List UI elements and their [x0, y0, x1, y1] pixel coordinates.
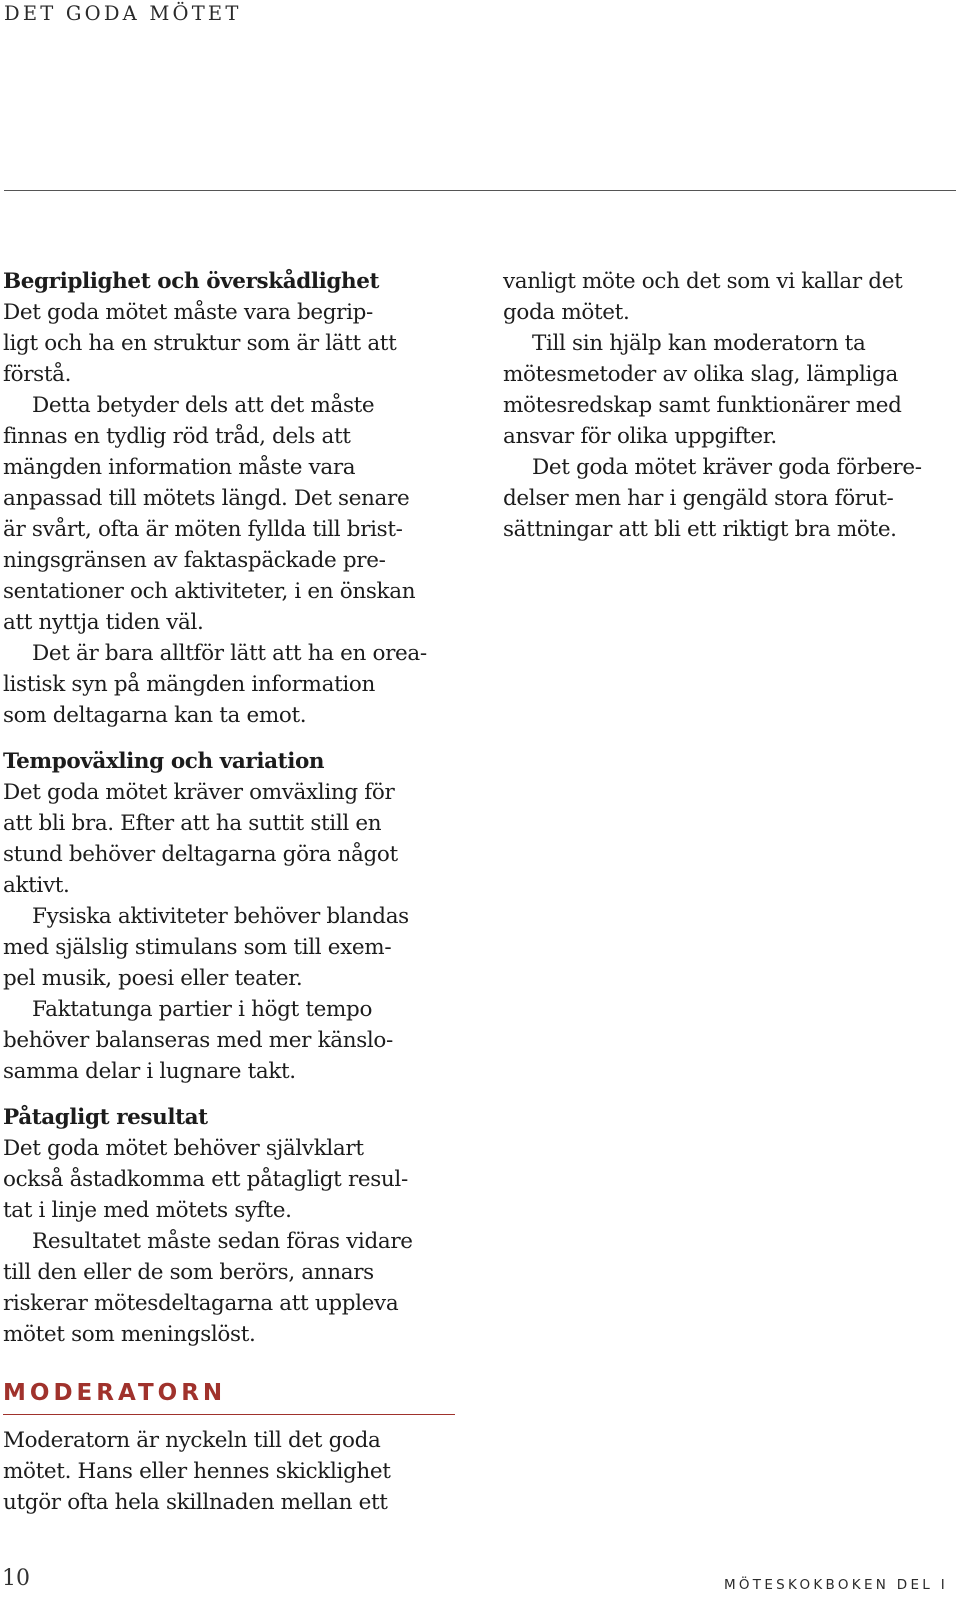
moderator-title: MODERATORN: [3, 1380, 227, 1406]
body-line: sättningar att bli ett riktigt bra möte.: [503, 517, 897, 542]
body-line: finnas en tydlig röd tråd, dels att: [3, 424, 351, 449]
body-line: anpassad till mötets längd. Det senare: [3, 486, 410, 511]
body-line: utgör ofta hela skillnaden mellan ett: [3, 1490, 388, 1515]
body-line: att bli bra. Efter att ha suttit still en: [3, 811, 382, 836]
body-line: Till sin hjälp kan moderatorn ta: [532, 331, 866, 356]
body-line: tat i linje med mötets syfte.: [3, 1198, 292, 1223]
body-line: Resultatet måste sedan föras vidare: [32, 1229, 413, 1254]
left-column: [3, 266, 453, 1518]
body-line: goda mötet.: [503, 300, 630, 325]
body-line: samma delar i lugnare takt.: [3, 1059, 296, 1084]
body-line: Faktatunga partier i högt tempo: [32, 997, 373, 1022]
body-line: Det goda mötet behöver självklart: [3, 1136, 364, 1161]
body-line: riskerar mötesdeltagarna att uppleva: [3, 1291, 399, 1316]
body-line: pel musik, poesi eller teater.: [3, 966, 303, 991]
body-line: ligt och ha en struktur som är lätt att: [3, 331, 397, 356]
body-line: Detta betyder dels att det måste: [32, 393, 375, 418]
body-line: listisk syn på mängden information: [3, 672, 375, 697]
body-line: Det är bara alltför lätt att ha en orea-: [32, 641, 427, 666]
body-line: mötesredskap samt funktionärer med: [503, 393, 902, 418]
body-line: aktivt.: [3, 873, 70, 898]
body-line: ningsgränsen av faktaspäckade pre-: [3, 548, 386, 573]
body-line: som deltagarna kan ta emot.: [3, 703, 307, 728]
body-line: mötet som meningslöst.: [3, 1322, 256, 1347]
header-rule: [4, 190, 956, 191]
body-line: Det goda mötet måste vara begrip-: [3, 300, 373, 325]
body-line: att nyttja tiden väl.: [3, 610, 204, 635]
running-footer: MÖTESKOKBOKEN DEL I: [723, 1577, 948, 1593]
body-line: förstå.: [3, 362, 72, 387]
page-number: 10: [2, 1566, 30, 1591]
body-line: delser men har i gengäld stora förut-: [503, 486, 894, 511]
body-line: mängden information måste vara: [3, 455, 356, 480]
body-line: vanligt möte och det som vi kallar det: [503, 269, 903, 294]
section-heading: Tempoväxling och variation: [3, 749, 325, 774]
body-line: mötet. Hans eller hennes skicklighet: [3, 1459, 391, 1484]
body-line: Det goda mötet kräver omväxling för: [3, 780, 395, 805]
running-header: DET GODA MÖTET: [4, 2, 242, 25]
body-line: med själslig stimulans som till exem-: [3, 935, 392, 960]
section-heading: Påtagligt resultat: [3, 1105, 208, 1130]
body-line: är svårt, ofta är möten fyllda till brist-: [3, 517, 403, 542]
body-line: till den eller de som berörs, annars: [3, 1260, 374, 1285]
body-line: behöver balanseras med mer känslo-: [3, 1028, 393, 1053]
right-column: [503, 266, 953, 545]
body-line: sentationer och aktiviteter, i en önskan: [3, 579, 416, 604]
body-line: stund behöver deltagarna göra något: [3, 842, 398, 867]
body-line: ansvar för olika uppgifter.: [503, 424, 777, 449]
body-line: Det goda mötet kräver goda förbere-: [532, 455, 922, 480]
moderator-rule: [3, 1414, 455, 1415]
body-line: mötesmetoder av olika slag, lämpliga: [503, 362, 898, 387]
body-line: Fysiska aktiviteter behöver blandas: [32, 904, 409, 929]
body-line: Moderatorn är nyckeln till det goda: [3, 1428, 381, 1453]
section-heading: Begriplighet och överskådlighet: [3, 269, 380, 294]
body-line: också åstadkomma ett påtagligt resul-: [3, 1167, 408, 1192]
